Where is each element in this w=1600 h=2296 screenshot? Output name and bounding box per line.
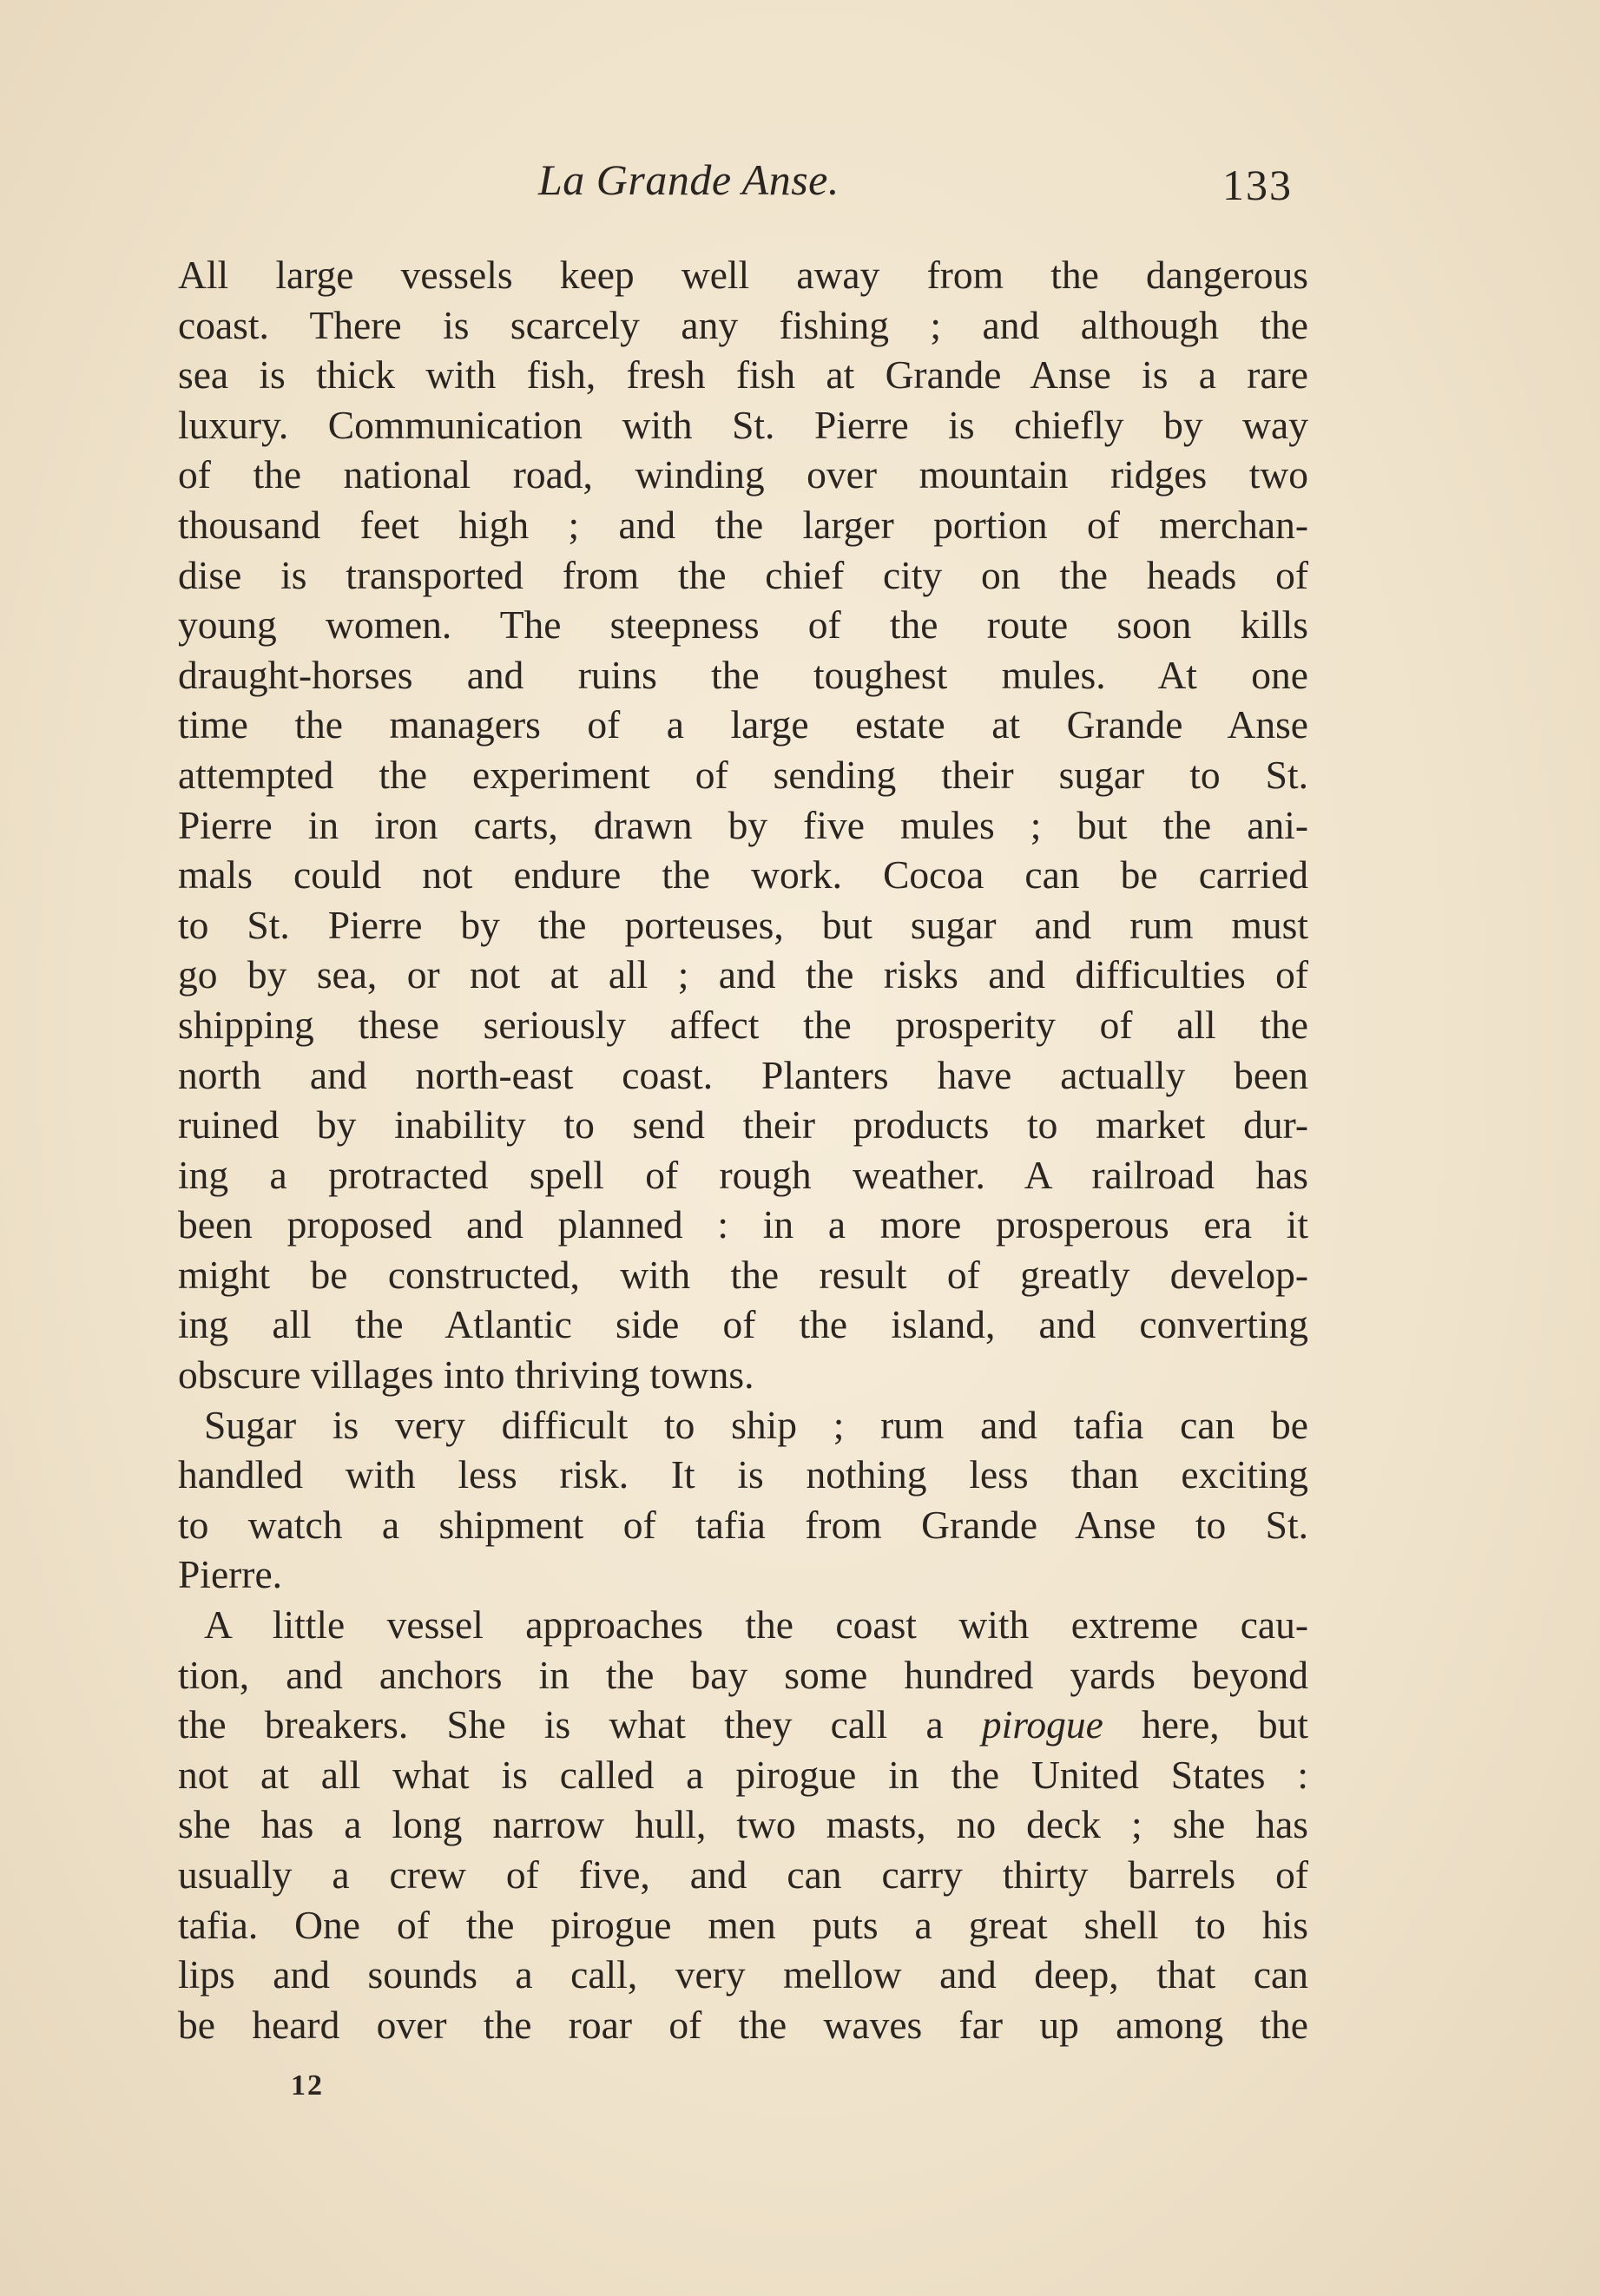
text-line: mals could not endure the work. Cocoa can be carried — [178, 852, 1308, 898]
italic-word: pirogue — [981, 1702, 1103, 1747]
text-line: All large vessels keep well away from the dangerous — [178, 253, 1308, 297]
text-line: north and north-east coast. Planters have actually been — [178, 1052, 1308, 1097]
text-line: been proposed and planned : in a more prosperous era it — [178, 1202, 1308, 1247]
page-number: 133 — [1222, 161, 1293, 209]
text-line: be heard over the roar of the waves far up among the — [178, 2002, 1308, 2047]
text-line: attempted the experiment of sending their sugar to St. — [178, 752, 1308, 797]
text-segment: here, but — [1141, 1702, 1308, 1747]
text-line: not at all what is called a pirogue in the United States : — [178, 1752, 1308, 1797]
text-line: to watch a shipment of tafia from Grande Anse to St. — [178, 1502, 1308, 1547]
text-line: sea is thick with fish, fresh fish at Grande Anse is a rare — [178, 352, 1308, 398]
text-line: shipping these seriously affect the prosperity of all the — [178, 1002, 1308, 1047]
text-line: luxury. Communication with St. Pierre is chiefly by way — [178, 402, 1308, 447]
text-line: ruined by inability to send their products to market dur- — [178, 1102, 1308, 1148]
text-line: might be constructed, with the result of greatly develop- — [178, 1252, 1308, 1297]
text-line: time the managers of a large estate at Grande Anse — [178, 702, 1308, 747]
signature-mark: 12 — [291, 2069, 324, 2102]
text-line-with-italic — [178, 1700, 1308, 1750]
text-line: obscure villages into thriving towns. — [178, 1352, 754, 1398]
text-segment: the breakers. She is what they call a — [178, 1702, 944, 1747]
text-line: Pierre. — [178, 1552, 283, 1597]
body-text — [178, 250, 1308, 2049]
text-line: tion, and anchors in the bay some hundred yards beyond — [178, 1652, 1308, 1697]
text-line: A little vessel approaches the coast with extreme cau- — [204, 1602, 1308, 1648]
text-line: tafia. One of the pirogue men puts a great shell to his — [178, 1902, 1308, 1947]
text-line: young women. The steepness of the route soon kills — [178, 602, 1308, 648]
text-line: to St. Pierre by the porteuses, but sugar and rum must — [178, 902, 1308, 947]
text-line: ing all the Atlantic side of the island, and converting — [178, 1302, 1308, 1347]
text-line: Sugar is very difficult to ship ; rum and tafia can be — [204, 1402, 1308, 1447]
text-line: thousand feet high ; and the larger portion of merchan- — [178, 502, 1308, 547]
text-line: handled with less risk. It is nothing less than exciting — [178, 1452, 1308, 1497]
text-line: Pierre in iron carts, drawn by five mules ; but the ani- — [178, 802, 1308, 847]
text-line: of the national road, winding over mountain ridges two — [178, 452, 1308, 497]
text-line: go by sea, or not at all ; and the risks and difficulties of — [178, 952, 1308, 997]
text-line: draught-horses and ruins the toughest mules. At one — [178, 652, 1308, 697]
text-line: ing a protracted spell of rough weather. A railroad has — [178, 1152, 1308, 1197]
running-title: La Grande Anse. — [538, 155, 840, 204]
text-line: coast. There is scarcely any fishing ; and although the — [178, 302, 1308, 347]
text-line: lips and sounds a call, very mellow and deep, that can — [178, 1952, 1308, 1997]
running-head — [0, 155, 1600, 215]
text-line: dise is transported from the chief city on the heads of — [178, 552, 1308, 597]
text-line: she has a long narrow hull, two masts, no deck ; she has — [178, 1802, 1308, 1847]
text-line: usually a crew of five, and can carry thirty barrels of — [178, 1852, 1308, 1897]
